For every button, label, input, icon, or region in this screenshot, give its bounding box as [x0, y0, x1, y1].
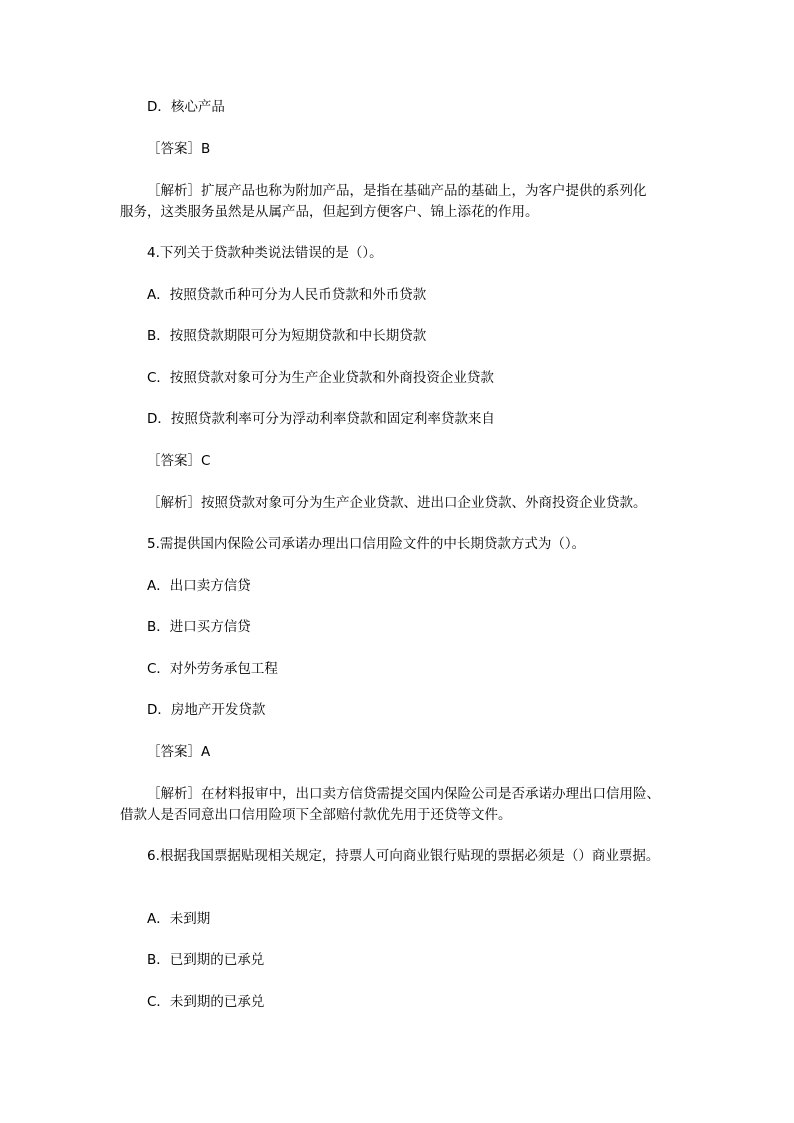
q4-analysis: ［解析］按照贷款对象可分为生产企业贷款、进出口企业贷款、外商投资企业贷款。 [147, 495, 647, 511]
q5-option-a: A．出口卖方信贷 [147, 578, 251, 594]
q5-analysis-cont: 借款人是否同意出口信用险项下全部赔付款优先用于还贷等文件。 [120, 807, 512, 823]
question-6: 6.根据我国票据贴现相关规定，持票人可向商业银行贴现的票据必须是（）商业票据。 [147, 848, 660, 864]
q5-option-c: C．对外劳务承包工程 [147, 661, 278, 677]
analysis-text-cont: 服务，这类服务虽然是从属产品，但起到方便客户、锦上添花的作用。 [120, 204, 539, 220]
q4-answer: ［答案］C [147, 453, 211, 469]
analysis-text: ［解析］扩展产品也称为附加产品，是指在基础产品的基础上，为客户提供的系列化 [147, 183, 647, 199]
q4-option-d: D．按照贷款利率可分为浮动利率贷款和固定利率贷款来自 [147, 411, 495, 427]
q5-option-b: B．进口买方信贷 [147, 619, 251, 635]
q4-option-c: C．按照贷款对象可分为生产企业贷款和外商投资企业贷款 [147, 370, 494, 386]
q6-option-c: C．未到期的已承兑 [147, 994, 265, 1010]
q5-option-d: D．房地产开发贷款 [147, 702, 266, 718]
question-4: 4.下列关于贷款种类说法错误的是（）。 [147, 245, 383, 261]
q4-option-b: B．按照贷款期限可分为短期贷款和中长期贷款 [147, 328, 427, 344]
q4-option-a: A．按照贷款币种可分为人民币贷款和外币贷款 [147, 287, 427, 303]
question-5: 5.需提供国内保险公司承诺办理出口信用险文件的中长期贷款方式为（）。 [147, 536, 586, 552]
q5-analysis: ［解析］在材料报审中，出口卖方信贷需提交国内保险公司是否承诺办理出口信用险、 [147, 786, 660, 802]
q6-option-a: A．未到期 [147, 911, 211, 927]
answer-label: ［答案］B [147, 141, 211, 157]
q5-answer: ［答案］A [147, 744, 211, 760]
option-d-core-product: D．核心产品 [147, 99, 225, 115]
q6-option-b: B．已到期的已承兑 [147, 952, 265, 968]
